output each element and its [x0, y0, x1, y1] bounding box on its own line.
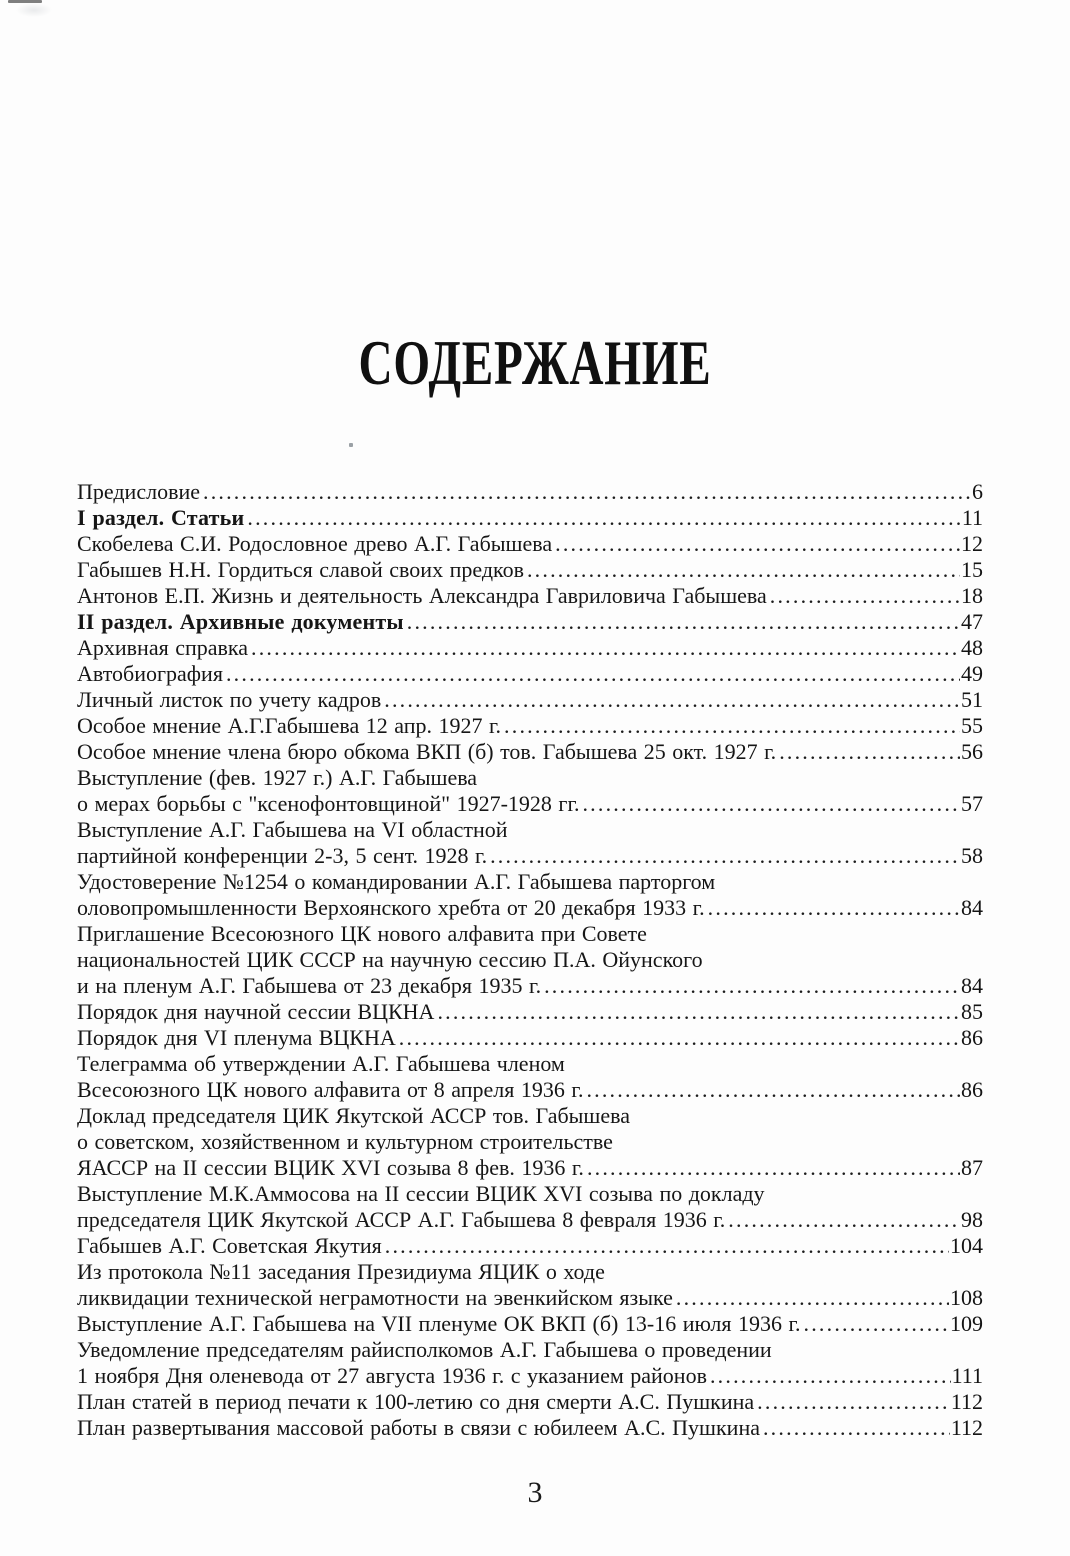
toc-entry: [77, 1259, 983, 1285]
toc-leader-dots: [504, 713, 960, 739]
toc-entry-text: Антонов Е.П. Жизнь и деятельность Александра Гавриловича Габышева: [77, 583, 767, 608]
toc-leader-dots: [587, 1155, 960, 1181]
toc-entry: [77, 505, 983, 531]
toc-entry-text: председателя ЦИК Якутской АССР А.Г. Габышева 8 февраля 1936 г.: [77, 1207, 726, 1232]
toc-entry-page: 56: [961, 739, 983, 764]
toc-entry-text: партийной конференции 2-3, 5 сент. 1928 г.: [77, 843, 488, 868]
toc-entry-text: и на пленум А.Г. Габышева от 23 декабря 1935 г.: [77, 973, 542, 998]
toc-entry-text: о советском, хозяйственном и культурном строительстве: [77, 1129, 613, 1154]
toc-leader-dots: [490, 843, 960, 869]
toc-entry-text: План статей в период печати к 100-летию со дня смерти А.С. Пушкина: [77, 1389, 755, 1414]
toc-entry-page: 58: [961, 843, 983, 868]
toc-entry: [77, 1129, 983, 1155]
toc-entry-page: 18: [961, 583, 983, 608]
toc-entry: [77, 1233, 983, 1259]
toc-leader-dots: [804, 1311, 949, 1337]
toc-entry-page: 55: [961, 713, 983, 738]
toc-entry-text: Удостоверение №1254 о командировании А.Г. Габышева парторгом: [77, 869, 716, 894]
toc-entry-text: План развертывания массовой работы в связи с юбилеем А.С. Пушкина: [77, 1415, 760, 1440]
toc-entry-text: Выступление А.Г. Габышева на VI областной: [77, 817, 508, 842]
toc-entry: [77, 895, 983, 921]
toc-entry: [77, 1181, 983, 1207]
toc-entry: [77, 1285, 983, 1311]
toc-entry: [77, 999, 983, 1025]
toc-leader-dots: [527, 557, 960, 583]
toc-entry-page: 108: [950, 1285, 983, 1310]
toc-entry: [77, 661, 983, 687]
toc-leader-dots: [728, 1207, 960, 1233]
toc-entry-text: ликвидации технической неграмотности на эвенкийском языке: [77, 1285, 673, 1310]
toc-entry: [77, 1025, 983, 1051]
toc-list: [77, 479, 983, 1441]
toc-entry: [77, 973, 983, 999]
toc-entry: [77, 531, 983, 557]
toc-entry-page: 111: [951, 1363, 983, 1388]
toc-entry-text: Уведомление председателям райисполкомов А.Г. Габышева о проведении: [77, 1337, 772, 1362]
toc-leader-dots: [710, 1363, 951, 1389]
scan-speck-icon: [349, 443, 353, 447]
toc-leader-dots: [757, 1389, 950, 1415]
toc-entry-text: Из протокола №11 заседания Президиума ЯЦИК о ходе: [77, 1259, 605, 1284]
toc-entry-text: национальностей ЦИК СССР на научную сессию П.А. Ойунского: [77, 947, 703, 972]
toc-entry-text: оловопромышленности Верхоянского хребта от 20 декабря 1933 г.: [77, 895, 705, 920]
toc-leader-dots: [407, 609, 960, 635]
toc-entry-page: 48: [961, 635, 983, 660]
toc-entry-page: 104: [950, 1233, 983, 1258]
toc-entry: [77, 739, 983, 765]
toc-entry: [77, 1103, 983, 1129]
toc-entry-page: 112: [950, 1415, 983, 1440]
toc-leader-dots: [385, 1233, 949, 1259]
toc-entry: [77, 557, 983, 583]
toc-entry-page: 84: [961, 895, 983, 920]
toc-entry-text: ЯАССР на II сессии ВЦИК XVI созыва 8 фев. 1936 г.: [77, 1155, 584, 1180]
toc-entry-text: 1 ноября Дня оленевода от 27 августа 1936 г. с указанием районов: [77, 1363, 707, 1388]
toc-entry-text: Габышев Н.Н. Гордиться славой своих предков: [77, 557, 524, 582]
toc-entry: [77, 583, 983, 609]
toc-entry-text: Автобиография: [77, 661, 223, 686]
toc-entry-text: Скобелева С.И. Родословное древо А.Г. Габышева: [77, 531, 553, 556]
toc-entry: [77, 1311, 983, 1337]
toc-entry-text: Телеграмма об утверждении А.Г. Габышева членом: [77, 1051, 565, 1076]
toc-entry-page: 47: [961, 609, 983, 634]
toc-leader-dots: [763, 1415, 950, 1441]
toc-entry: [77, 687, 983, 713]
toc-entry-page: 86: [961, 1077, 983, 1102]
toc-entry-text: Приглашение Всесоюзного ЦК нового алфавита при Совете: [77, 921, 647, 946]
toc-entry-text: Всесоюзного ЦК нового алфавита от 8 апреля 1936 г.: [77, 1077, 584, 1102]
page-title: СОДЕРЖАНИЕ: [358, 328, 712, 398]
toc-entry: [77, 921, 983, 947]
toc-entry-text: Архивная справка: [77, 635, 249, 660]
toc-entry: [77, 635, 983, 661]
toc-entry-text: Особое мнение члена бюро обкома ВКП (б) тов. Габышева 25 окт. 1927 г.: [77, 739, 777, 764]
toc-entry: [77, 1077, 983, 1103]
toc-entry: [77, 765, 983, 791]
toc-entry: [77, 1363, 983, 1389]
toc-entry-page: 98: [961, 1207, 983, 1232]
toc-leader-dots: [582, 791, 960, 817]
toc-leader-dots: [708, 895, 960, 921]
toc-entry-page: 51: [961, 687, 983, 712]
toc-entry-page: 49: [961, 661, 983, 686]
toc-entry-text: о мерах борьбы с "ксенофонтовщиной" 1927-1928 гг.: [77, 791, 580, 816]
toc-entry-text: Предисловие: [77, 479, 200, 504]
toc-entry-page: 112: [950, 1389, 983, 1414]
toc-entry-text: Личный листок по учету кадров: [77, 687, 382, 712]
toc-entry: [77, 1415, 983, 1441]
toc-entry: [77, 1155, 983, 1181]
toc-leader-dots: [544, 973, 960, 999]
toc-leader-dots: [251, 635, 960, 661]
toc-entry: [77, 1207, 983, 1233]
toc-entry: [77, 1337, 983, 1363]
toc-leader-dots: [247, 505, 960, 531]
toc-entry: [77, 479, 983, 505]
toc-entry: [77, 713, 983, 739]
toc-entry-text: II раздел. Архивные документы: [77, 609, 404, 634]
toc-leader-dots: [384, 687, 960, 713]
toc-entry: [77, 1389, 983, 1415]
toc-entry: [77, 1051, 983, 1077]
toc-entry-text: Порядок дня VI пленума ВЦКНА: [77, 1025, 396, 1050]
toc-leader-dots: [437, 999, 960, 1025]
toc-entry-text: Габышев А.Г. Советская Якутия: [77, 1233, 382, 1258]
toc-entry-page: 57: [961, 791, 983, 816]
toc-entry-page: 84: [961, 973, 983, 998]
toc-entry: [77, 869, 983, 895]
toc-entry-page: 15: [961, 557, 983, 582]
toc-leader-dots: [770, 583, 960, 609]
toc-entry-text: Выступление (фев. 1927 г.) А.Г. Габышева: [77, 765, 478, 790]
toc-entry-page: 6: [972, 479, 983, 504]
toc-entry: [77, 947, 983, 973]
toc-entry-page: 85: [961, 999, 983, 1024]
toc-leader-dots: [226, 661, 960, 687]
toc-leader-dots: [399, 1025, 960, 1051]
page-number: 3: [527, 1476, 543, 1509]
toc-entry-page: 87: [961, 1155, 983, 1180]
toc-entry-text: Выступление М.К.Аммосова на II сессии ВЦИК XVI созыва по докладу: [77, 1181, 765, 1206]
toc-entry-page: 109: [950, 1311, 983, 1336]
toc-leader-dots: [586, 1077, 960, 1103]
scan-smudge-soft-icon: [16, 3, 52, 17]
toc-leader-dots: [676, 1285, 949, 1311]
toc-leader-dots: [555, 531, 960, 557]
toc-leader-dots: [779, 739, 960, 765]
toc-entry: [77, 817, 983, 843]
toc-entry: [77, 609, 983, 635]
toc-entry-text: Порядок дня научной сессии ВЦКНА: [77, 999, 435, 1024]
toc-entry: [77, 843, 983, 869]
toc-leader-dots: [203, 479, 971, 505]
toc-entry-text: Доклад председателя ЦИК Якутской АССР тов. Габышева: [77, 1103, 631, 1128]
toc-entry-page: 11: [961, 505, 983, 530]
toc-entry-text: Выступление А.Г. Габышева на VII пленуме ОК ВКП (б) 13-16 июля 1936 г.: [77, 1311, 801, 1336]
toc-entry-page: 12: [961, 531, 983, 556]
toc-entry-page: 86: [961, 1025, 983, 1050]
toc-entry-text: Особое мнение А.Г.Габышева 12 апр. 1927 г.: [77, 713, 502, 738]
toc-entry: [77, 791, 983, 817]
toc-entry-text: I раздел. Статьи: [77, 505, 245, 530]
